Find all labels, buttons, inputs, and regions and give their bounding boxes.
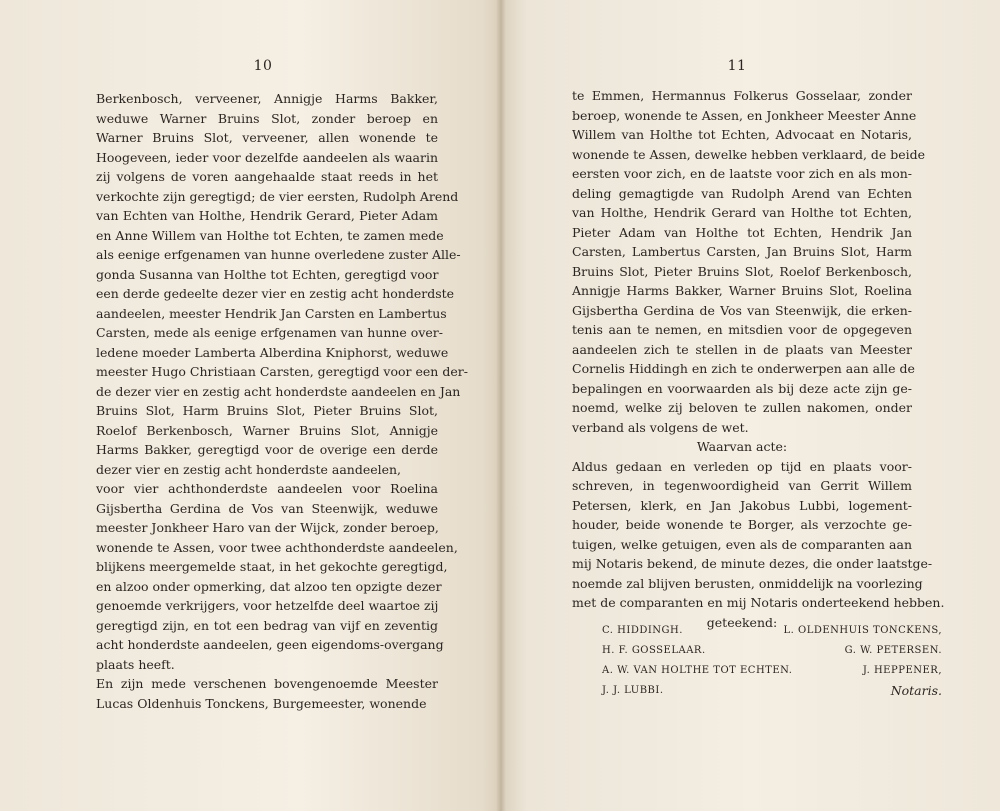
text-line: tenis aan te nemen, en mitsdien voor de opgegeven [572, 322, 912, 337]
text-line: Harms Bakker, geregtigd voor de overige een derde [96, 442, 438, 457]
text-line: blijkens meergemelde staat, in het gekochte geregtigd, [96, 559, 448, 574]
signature-name: Notaris. [890, 683, 942, 698]
text-line: met de comparanten en mij Notaris onderteekend hebben. [572, 595, 945, 610]
text-line: Gijsbertha Gerdina de Vos van Steenwijk, die erken- [572, 302, 912, 318]
text-line: houder, beide wonende te Borger, als verzochte ge- [572, 517, 912, 532]
text-line: genoemde verkrijgers, voor hetzelfde deel waartoe zij [96, 598, 439, 613]
text-line: dezer vier en zestig acht honderdste aandeelen, [96, 461, 402, 477]
text-line: van Echten van Holthe, Hendrik Gerard, Pieter Adam [96, 208, 438, 223]
signature-name: G. W. PETERSEN. [844, 645, 942, 656]
signature-name: J. J. LUBBI. [602, 685, 664, 696]
text-line: voor vier achthonderdste aandeelen voor Roelina [96, 481, 438, 496]
text-line: Warner Bruins Slot, verveener, allen wonende te [96, 130, 438, 145]
text-line: en Anne Willem van Holthe tot Echten, te zamen mede [96, 227, 444, 243]
text-line: deling gemagtigde van Rudolph Arend van Echten [572, 185, 912, 201]
text-line: en alzoo onder opmerking, dat alzoo ten opzigte dezer [96, 578, 442, 594]
text-line: Lucas Oldenhuis Tonckens, Burgemeester, wonende [96, 695, 427, 711]
text-line: Berkenbosch, verveener, Annigje Harms Bakker, [96, 91, 438, 106]
text-line: als eenige erfgenamen van hunne overledene zuster Alle- [96, 247, 461, 262]
text-line: te Emmen, Hermannus Folkerus Gosselaar, zonder [572, 88, 912, 103]
text-line: wonende te Assen, voor twee achthonderdste aandeelen, [96, 539, 458, 555]
text-line: geregtigd zijn, en tot een bedrag van vijf en zeventig [96, 617, 438, 633]
text-line: Petersen, klerk, en Jan Jakobus Lubbi, logement- [572, 497, 912, 513]
text-line: schreven, in tegenwoordigheid van Gerrit Willem [572, 478, 912, 493]
text-line: plaats heeft. [96, 656, 175, 672]
signature-row [602, 642, 942, 662]
text-line: Carsten, mede als eenige erfgenamen van hunne over- [96, 325, 443, 340]
signature-row [602, 622, 942, 642]
text-line: weduwe Warner Bruins Slot, zonder beroep en [96, 110, 438, 126]
text-line: noemd, welke zij beloven te zullen nakomen, onder [572, 400, 912, 415]
text-line: Annigje Harms Bakker, Warner Bruins Slot, Roelina [572, 283, 912, 298]
text-line: een derde gedeelte dezer vier en zestig acht honderdste [96, 286, 455, 301]
text-line: verkochte zijn geregtigd; de vier eersten, Rudolph Arend [96, 188, 459, 204]
signature-row [602, 662, 942, 682]
text-line: Aldus gedaan en verleden op tijd en plaats voor- [572, 458, 912, 474]
text-line: Carsten, Lambertus Carsten, Jan Bruins Slot, Harm [572, 244, 912, 259]
text-line: Cornelis Hiddingh en zich te onderwerpen aan alle de [572, 361, 915, 376]
text-line: geteekend: [706, 614, 778, 630]
text-line: aandeelen zich te stellen in de plaats van Meester [572, 341, 912, 357]
text-line: aandeelen, meester Hendrik Jan Carsten en Lambertus [96, 305, 447, 321]
text-line: verband als volgens de wet. [572, 419, 749, 435]
text-line: noemde zal blijven berusten, onmiddelijk na voorlezing [572, 575, 923, 591]
text-line: Bruins Slot, Pieter Bruins Slot, Roelof Berkenbosch, [572, 263, 912, 279]
signature-row [602, 682, 942, 702]
text-line: acht honderdste aandeelen, geen eigendoms-overgang [96, 637, 444, 652]
book-gutter [496, 0, 506, 811]
body-text [572, 86, 945, 632]
signature-name: H. F. GOSSELAAR. [602, 645, 706, 656]
text-line: En zijn mede verschenen bovengenoemde Meester [96, 676, 438, 691]
text-line: eersten voor zich, en de laatste voor zich en als mon- [572, 166, 912, 181]
text-line: Hoogeveen, ieder voor dezelfde aandeelen als waarin [96, 149, 438, 165]
text-line: wonende te Assen, dewelke hebben verklaard, de beide [572, 146, 926, 162]
signature-name: J. HEPPENER, [862, 665, 942, 676]
body-text [96, 89, 468, 713]
text-line: ledene moeder Lamberta Alberdina Kniphorst, weduwe [96, 344, 449, 360]
text-line: van Holthe, Hendrik Gerard van Holthe tot Echten, [572, 205, 912, 220]
text-line: Gijsbertha Gerdina de Vos van Steenwijk, weduwe [96, 500, 438, 516]
text-line: tuigen, welke getuigen, even als de comparanten aan [572, 536, 912, 552]
page-number: 10 [253, 58, 273, 74]
text-line: gonda Susanna van Holthe tot Echten, geregtigd voor [96, 266, 439, 282]
text-line: zij volgens de voren aangehaalde staat reeds in het [96, 169, 438, 184]
signature-block [602, 622, 942, 702]
text-line: Bruins Slot, Harm Bruins Slot, Pieter Bruins Slot, [96, 403, 438, 418]
signature-name: C. HIDDINGH. [602, 625, 683, 636]
text-line: bepalingen en voorwaarden als bij deze acte zijn ge- [572, 380, 912, 396]
signature-name: A. W. VAN HOLTHE TOT ECHTEN. [602, 665, 793, 676]
text-line: de dezer vier en zestig acht honderdste aandeelen en Jan [96, 383, 461, 399]
text-line: Roelof Berkenbosch, Warner Bruins Slot, Annigje [96, 422, 438, 438]
text-line: Willem van Holthe tot Echten, Advocaat en Notaris, [572, 127, 912, 142]
text-line: meester Hugo Christiaan Carsten, geregtigd voor een der- [96, 364, 468, 379]
text-line: mij Notaris bekend, de minute dezes, die onder laatstge- [572, 556, 933, 571]
right-page [502, 0, 1000, 811]
text-line: Waarvan acte: [696, 439, 788, 454]
text-line: meester Jonkheer Haro van der Wijck, zonder beroep, [96, 520, 439, 535]
signature-name: L. OLDENHUIS TONCKENS, [783, 625, 942, 636]
page-number: 11 [727, 58, 747, 74]
text-line: beroep, wonende te Assen, en Jonkheer Meester Anne [572, 107, 917, 123]
text-line: Pieter Adam van Holthe tot Echten, Hendrik Jan [572, 224, 912, 240]
